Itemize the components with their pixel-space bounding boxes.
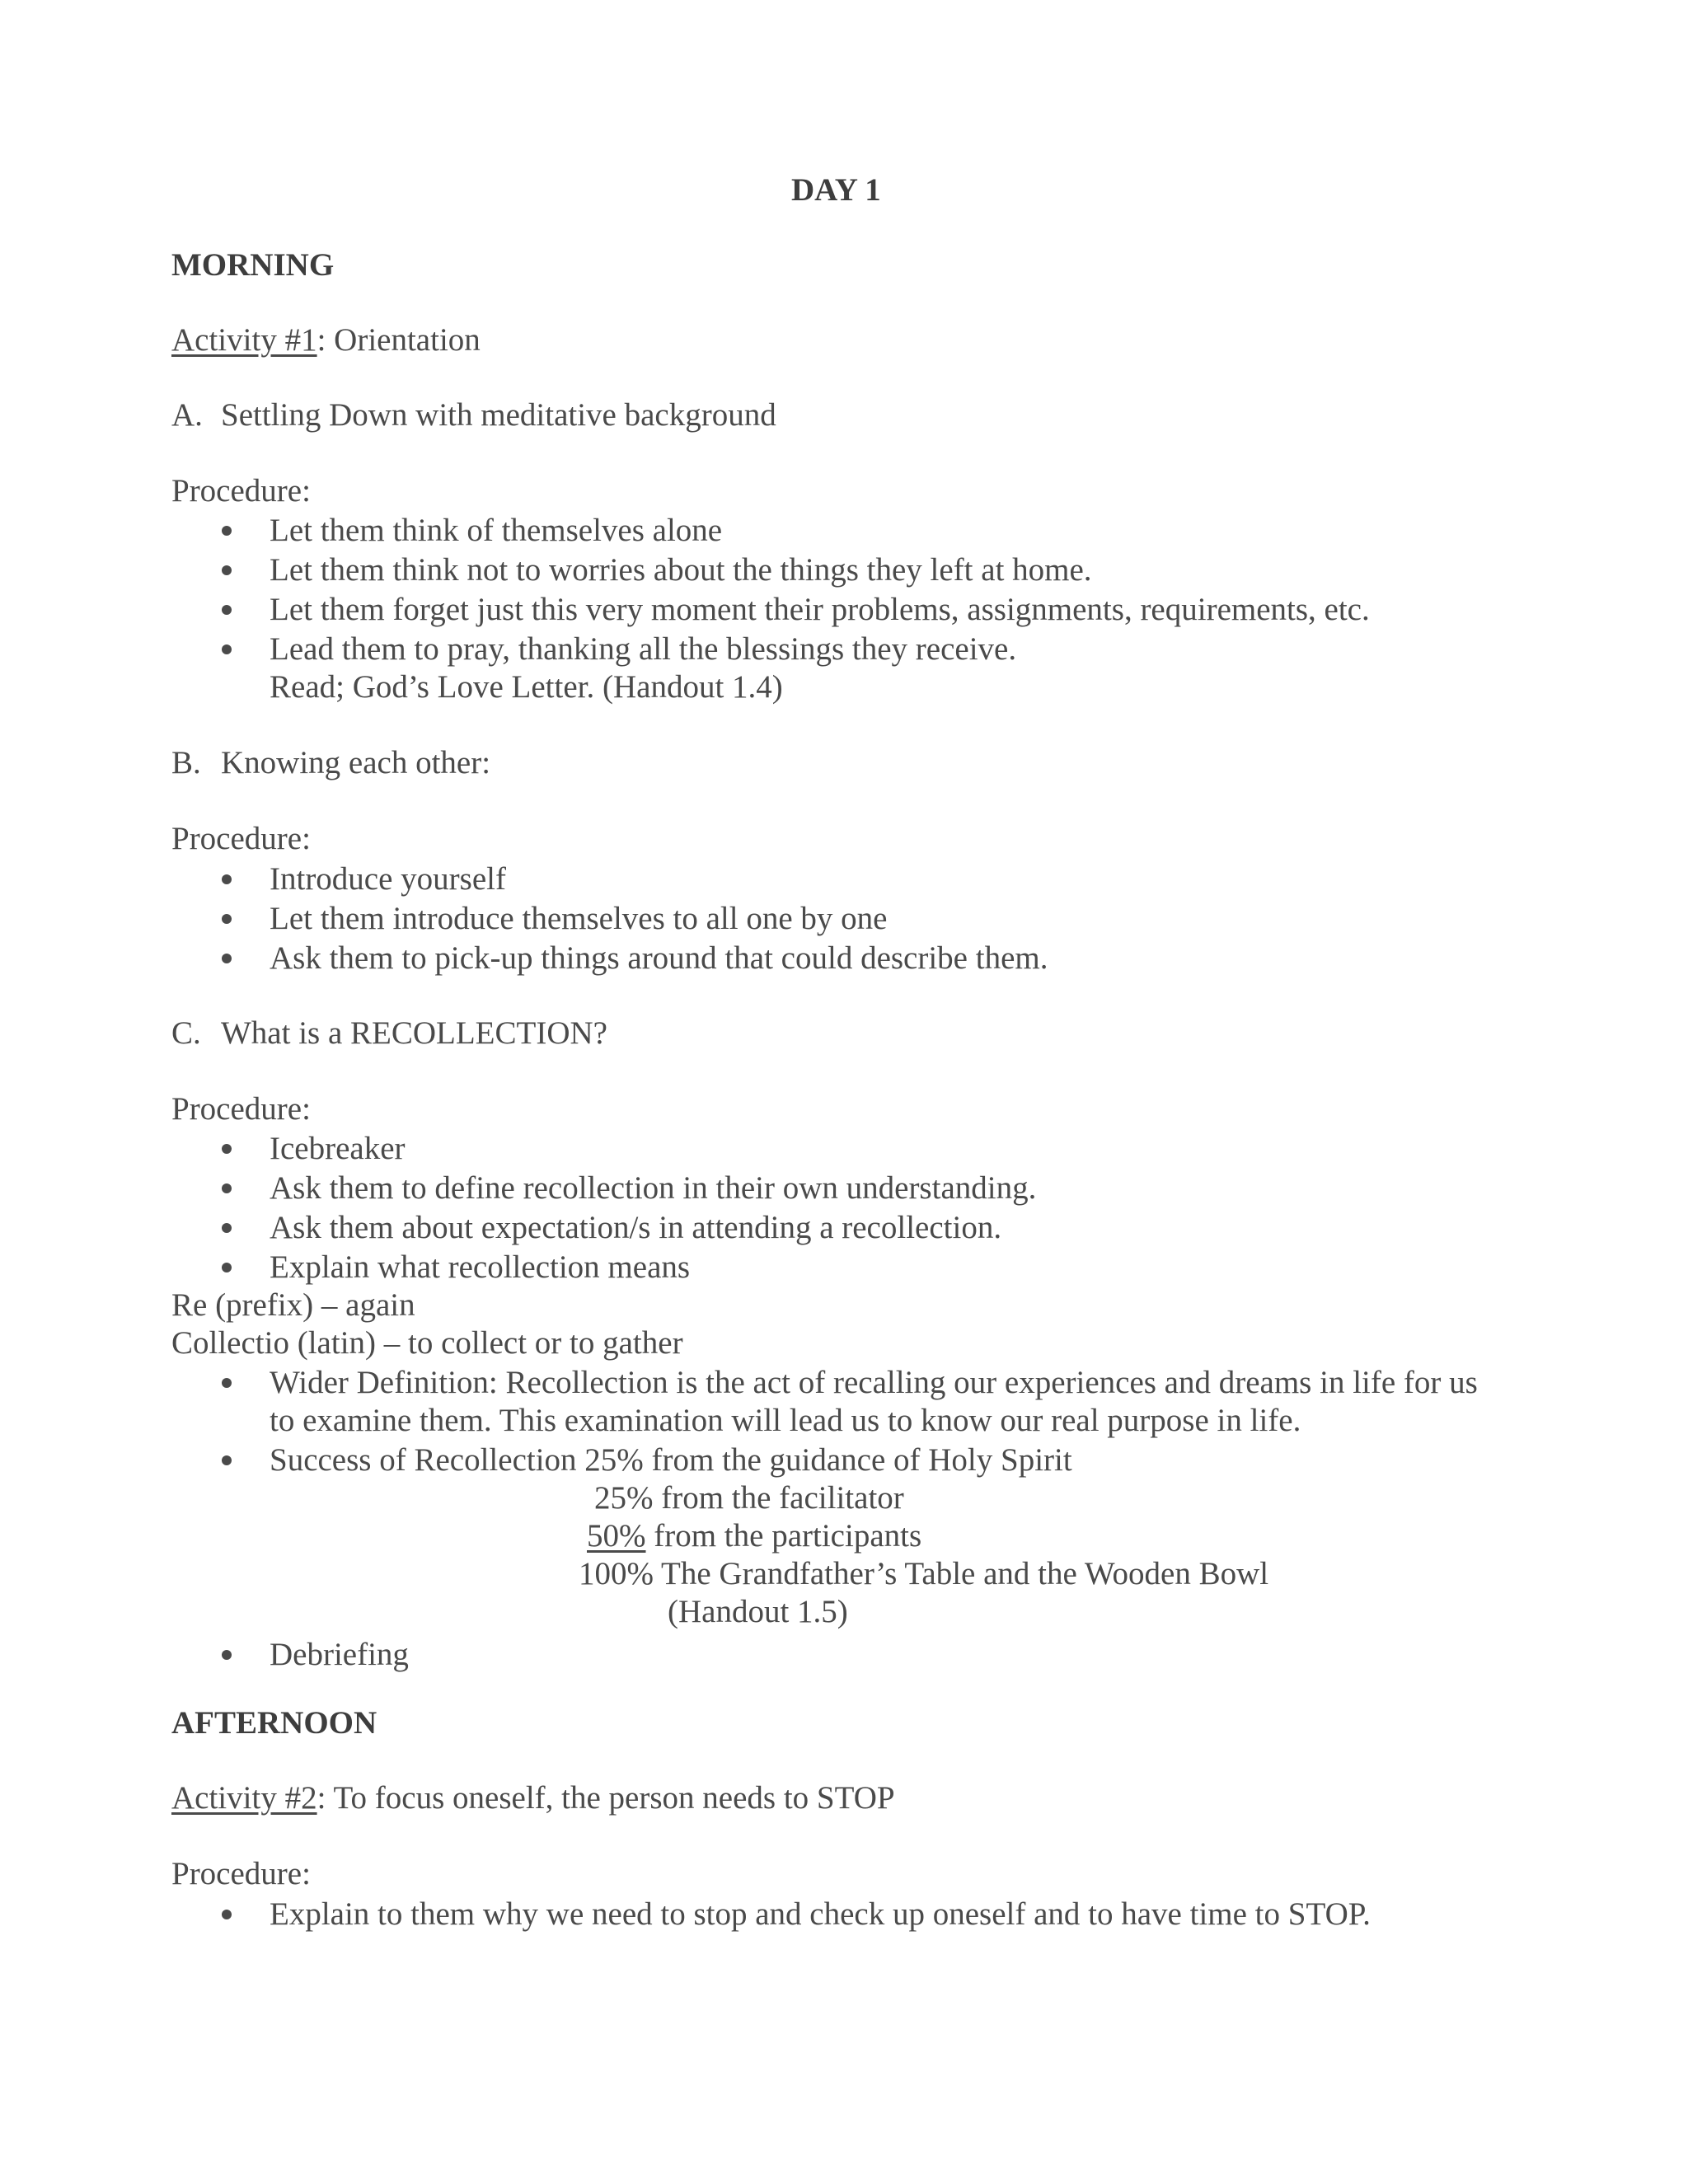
wider-definition-line: Wider Definition: Recollection is the act of recalling our experiences and dreams in life for us [270,1365,1478,1400]
section-c-procedure-label: Procedure: [171,1091,311,1127]
bullet-icon [222,565,232,575]
success-line-rest: from the participants [645,1518,922,1554]
section-a-letter: A. [171,397,203,433]
activity-1-line [171,321,481,360]
success-line: 25% from the facilitator [594,1480,904,1516]
bullet-icon [222,1144,232,1154]
list-item: Debriefing [270,1637,409,1672]
bullet-icon [222,954,232,963]
activity-2-line [171,1779,895,1818]
activity-2-text: : To focus oneself, the person needs to STOP [316,1780,895,1816]
list-item: Let them think of themselves alone [270,513,723,548]
list-item: Let them forget just this very moment their problems, assignments, requirements, etc. [270,592,1370,627]
bullet-icon [222,1910,232,1919]
bullet-icon [222,644,232,654]
morning-heading: MORNING [171,247,335,283]
success-lead: Success of Recollection 25% from the guidance of Holy Spirit [270,1442,1072,1478]
activity-1-text: : Orientation [316,322,481,358]
list-item: Ask them to define recollection in their own understanding. [270,1170,1037,1206]
bullet-icon [222,1378,232,1388]
activity-1-label: Activity #1 [171,322,317,358]
etymology-line: Collectio (latin) – to collect or to gather [171,1325,683,1361]
bullet-icon [222,1650,232,1660]
bullet-icon [222,526,232,536]
bullet-icon [222,605,232,615]
list-item: Ask them to pick-up things around that could describe them. [270,940,1048,976]
success-handout: (Handout 1.5) [668,1594,848,1629]
activity-2-label: Activity #2 [171,1780,317,1816]
list-item: Let them introduce themselves to all one by one [270,901,888,936]
section-a-procedure-label: Procedure: [171,473,311,509]
success-pct: 50% [587,1518,646,1554]
success-line [587,1516,921,1556]
bullet-icon [222,1223,232,1233]
list-item: Explain to them why we need to stop and check up oneself and to have time to STOP. [270,1896,1371,1932]
bullet-icon [222,1263,232,1272]
list-item: Lead them to pray, thanking all the blessings they receive. [270,631,1017,667]
list-item: Icebreaker [270,1131,406,1166]
bullet-icon [222,1455,232,1465]
section-a-title: Settling Down with meditative background [221,397,776,433]
list-item: Ask them about expectation/s in attending a recollection. [270,1210,1002,1245]
afternoon-heading: AFTERNOON [171,1705,377,1741]
list-item: Explain what recollection means [270,1249,691,1285]
list-item: Let them think not to worries about the things they left at home. [270,552,1092,588]
list-item: Introduce yourself [270,861,506,897]
bullet-icon [222,1183,232,1193]
bullet-icon [222,914,232,924]
afternoon-procedure-label: Procedure: [171,1856,311,1891]
section-b-title: Knowing each other: [221,745,491,780]
section-c-title: What is a RECOLLECTION? [221,1015,607,1051]
bullet-icon [222,874,232,884]
list-item-continuation: Read; God’s Love Letter. (Handout 1.4) [270,669,783,705]
section-c-letter: C. [171,1015,201,1051]
success-line: 100% The Grandfather’s Table and the Wooden Bowl [579,1556,1269,1591]
wider-definition-line: to examine them. This examination will lead us to know our real purpose in life. [270,1403,1301,1438]
section-b-letter: B. [171,745,201,780]
page-title: DAY 1 [791,172,881,208]
etymology-line: Re (prefix) – again [171,1287,415,1323]
section-b-procedure-label: Procedure: [171,821,311,856]
